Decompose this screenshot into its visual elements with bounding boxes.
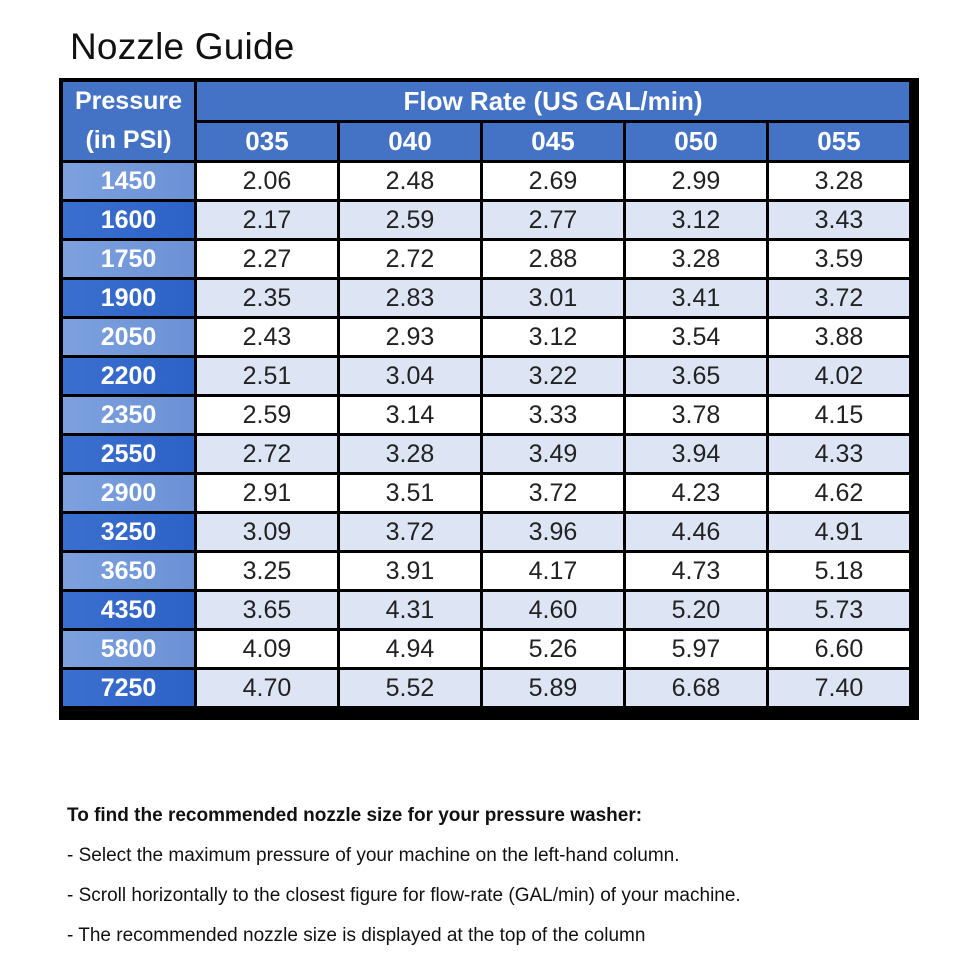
table-row bbox=[63, 553, 909, 589]
pressure-cell: 2050 bbox=[63, 319, 194, 355]
flow-rate-cell: 2.69 bbox=[483, 163, 623, 199]
flow-rate-cell: 3.49 bbox=[483, 436, 623, 472]
flow-rate-cell: 4.91 bbox=[769, 514, 909, 550]
pressure-cell: 2900 bbox=[63, 475, 194, 511]
pressure-cell: 4350 bbox=[63, 592, 194, 628]
flow-rate-cell: 4.46 bbox=[626, 514, 766, 550]
flow-rate-cell: 7.40 bbox=[769, 670, 909, 706]
flow-rate-cell: 2.77 bbox=[483, 202, 623, 238]
nozzle-table-frame bbox=[59, 78, 919, 720]
flow-rate-cell: 5.52 bbox=[340, 670, 480, 706]
instructions bbox=[67, 802, 741, 962]
flow-rate-cell: 3.96 bbox=[483, 514, 623, 550]
table-row bbox=[63, 241, 909, 277]
flow-rate-cell: 3.51 bbox=[340, 475, 480, 511]
pressure-cell: 1750 bbox=[63, 241, 194, 277]
pressure-cell: 1600 bbox=[63, 202, 194, 238]
flow-rate-cell: 2.35 bbox=[197, 280, 337, 316]
flow-rate-cell: 5.20 bbox=[626, 592, 766, 628]
flow-rate-cell: 3.14 bbox=[340, 397, 480, 433]
flow-rate-cell: 3.33 bbox=[483, 397, 623, 433]
flow-rate-cell: 2.99 bbox=[626, 163, 766, 199]
instruction-line: - The recommended nozzle size is displayed at the top of the column bbox=[67, 925, 646, 946]
pressure-header-line1: Pressure bbox=[74, 87, 183, 115]
table-row bbox=[63, 592, 909, 628]
nozzle-size-header: 050 bbox=[626, 123, 766, 160]
flow-rate-cell: 3.88 bbox=[769, 319, 909, 355]
pressure-cell: 1900 bbox=[63, 280, 194, 316]
table-row bbox=[63, 319, 909, 355]
flow-rate-cell: 3.28 bbox=[340, 436, 480, 472]
pressure-cell: 3250 bbox=[63, 514, 194, 550]
flow-rate-cell: 4.09 bbox=[197, 631, 337, 667]
flow-rate-cell: 3.25 bbox=[197, 553, 337, 589]
flow-rate-cell: 2.17 bbox=[197, 202, 337, 238]
flow-rate-cell: 4.33 bbox=[769, 436, 909, 472]
flow-rate-cell: 3.94 bbox=[626, 436, 766, 472]
table-row bbox=[63, 163, 909, 199]
flow-rate-cell: 3.65 bbox=[197, 592, 337, 628]
flow-rate-cell: 2.27 bbox=[197, 241, 337, 277]
pressure-cell: 5800 bbox=[63, 631, 194, 667]
table-row bbox=[63, 202, 909, 238]
flow-rate-cell: 5.18 bbox=[769, 553, 909, 589]
flow-rate-cell: 3.22 bbox=[483, 358, 623, 394]
flow-rate-header: Flow Rate (US GAL/min) bbox=[197, 82, 909, 120]
flow-rate-cell: 6.60 bbox=[769, 631, 909, 667]
nozzle-size-header: 035 bbox=[197, 123, 337, 160]
flow-rate-cell: 2.72 bbox=[340, 241, 480, 277]
flow-rate-cell: 3.12 bbox=[626, 202, 766, 238]
flow-rate-cell: 2.91 bbox=[197, 475, 337, 511]
flow-rate-cell: 3.41 bbox=[626, 280, 766, 316]
pressure-header-line2: (in PSI) bbox=[85, 126, 172, 154]
flow-rate-cell: 2.06 bbox=[197, 163, 337, 199]
flow-rate-cell: 4.15 bbox=[769, 397, 909, 433]
flow-rate-cell: 5.26 bbox=[483, 631, 623, 667]
flow-rate-cell: 4.02 bbox=[769, 358, 909, 394]
table-row bbox=[63, 280, 909, 316]
flow-rate-cell: 3.65 bbox=[626, 358, 766, 394]
flow-rate-cell: 3.09 bbox=[197, 514, 337, 550]
table-row bbox=[63, 475, 909, 511]
flow-rate-cell: 4.62 bbox=[769, 475, 909, 511]
instruction-line: - Scroll horizontally to the closest figure for flow-rate (GAL/min) of your machine. bbox=[67, 885, 741, 906]
table-row bbox=[63, 670, 909, 706]
pressure-cell: 3650 bbox=[63, 553, 194, 589]
flow-rate-cell: 3.91 bbox=[340, 553, 480, 589]
flow-rate-cell: 2.72 bbox=[197, 436, 337, 472]
pressure-cell: 2350 bbox=[63, 397, 194, 433]
flow-rate-cell: 5.97 bbox=[626, 631, 766, 667]
pressure-cell: 2200 bbox=[63, 358, 194, 394]
flow-rate-cell: 3.28 bbox=[769, 163, 909, 199]
flow-rate-cell: 3.72 bbox=[483, 475, 623, 511]
flow-rate-cell: 2.59 bbox=[197, 397, 337, 433]
table-row bbox=[63, 436, 909, 472]
nozzle-size-header: 055 bbox=[769, 123, 909, 160]
nozzle-size-header: 040 bbox=[340, 123, 480, 160]
pressure-column-header bbox=[63, 82, 194, 160]
flow-rate-cell: 4.17 bbox=[483, 553, 623, 589]
flow-rate-cell: 4.94 bbox=[340, 631, 480, 667]
flow-rate-cell: 3.04 bbox=[340, 358, 480, 394]
flow-rate-cell: 4.23 bbox=[626, 475, 766, 511]
flow-rate-cell: 3.28 bbox=[626, 241, 766, 277]
instruction-line: - Select the maximum pressure of your machine on the left-hand column. bbox=[67, 845, 680, 866]
flow-rate-cell: 6.68 bbox=[626, 670, 766, 706]
flow-rate-cell: 4.70 bbox=[197, 670, 337, 706]
flow-rate-cell: 2.43 bbox=[197, 319, 337, 355]
flow-rate-cell: 3.43 bbox=[769, 202, 909, 238]
flow-rate-cell: 3.01 bbox=[483, 280, 623, 316]
flow-rate-cell: 3.72 bbox=[769, 280, 909, 316]
pressure-cell: 1450 bbox=[63, 163, 194, 199]
flow-rate-cell: 2.83 bbox=[340, 280, 480, 316]
table-row bbox=[63, 358, 909, 394]
flow-rate-cell: 5.89 bbox=[483, 670, 623, 706]
flow-rate-cell: 2.48 bbox=[340, 163, 480, 199]
flow-rate-cell: 3.54 bbox=[626, 319, 766, 355]
nozzle-size-header: 045 bbox=[483, 123, 623, 160]
flow-rate-cell: 3.78 bbox=[626, 397, 766, 433]
flow-rate-cell: 3.59 bbox=[769, 241, 909, 277]
table-row bbox=[63, 397, 909, 433]
flow-rate-cell: 3.72 bbox=[340, 514, 480, 550]
flow-rate-cell: 2.51 bbox=[197, 358, 337, 394]
flow-rate-cell: 4.60 bbox=[483, 592, 623, 628]
nozzle-table bbox=[60, 79, 912, 709]
instructions-heading: To find the recommended nozzle size for your pressure washer: bbox=[67, 805, 643, 826]
table-row bbox=[63, 631, 909, 667]
flow-rate-cell: 2.88 bbox=[483, 241, 623, 277]
flow-rate-cell: 4.31 bbox=[340, 592, 480, 628]
flow-rate-cell: 5.73 bbox=[769, 592, 909, 628]
flow-rate-cell: 3.12 bbox=[483, 319, 623, 355]
flow-rate-cell: 2.59 bbox=[340, 202, 480, 238]
pressure-cell: 2550 bbox=[63, 436, 194, 472]
table-row bbox=[63, 514, 909, 550]
flow-rate-cell: 2.93 bbox=[340, 319, 480, 355]
page-title: Nozzle Guide bbox=[70, 26, 295, 67]
pressure-cell: 7250 bbox=[63, 670, 194, 706]
flow-rate-cell: 4.73 bbox=[626, 553, 766, 589]
